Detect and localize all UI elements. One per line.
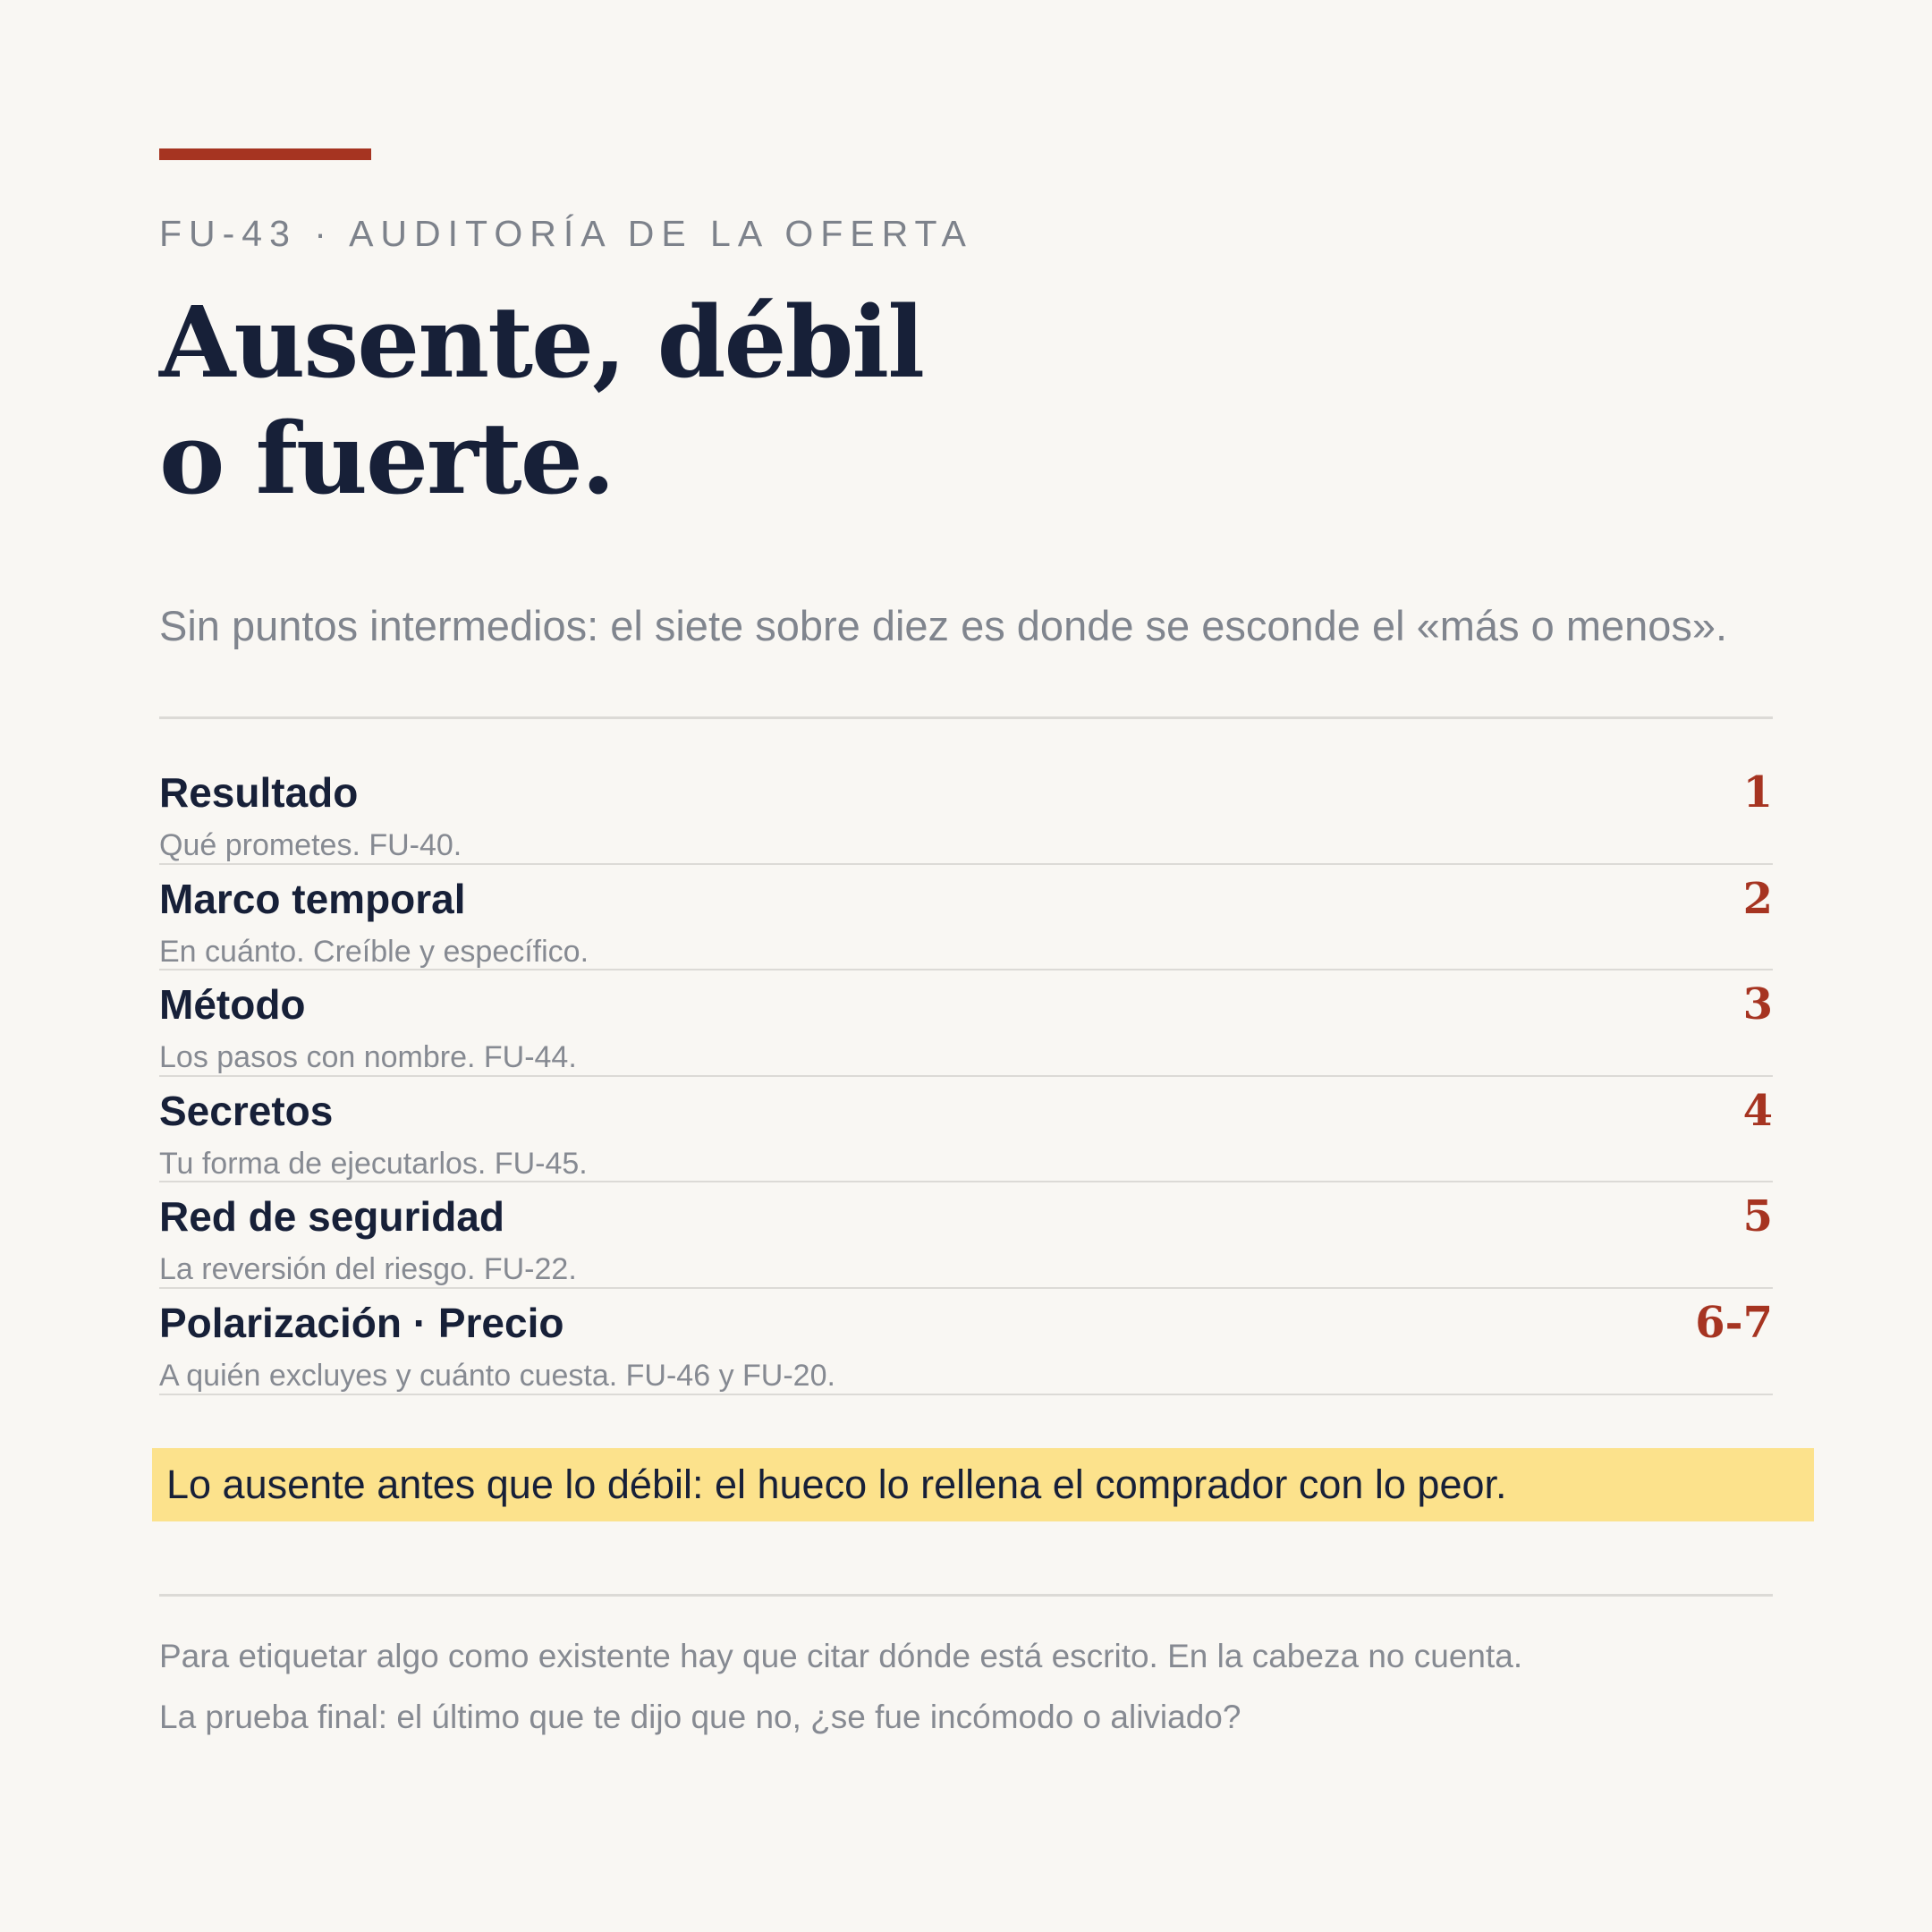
item-description: En cuánto. Creíble y específico. — [159, 934, 589, 969]
item-description: A quién excluyes y cuánto cuesta. FU-46 y FU-20. — [159, 1358, 835, 1393]
item-description: Qué prometes. FU-40. — [159, 828, 462, 862]
item-number: 4 — [1742, 1085, 1773, 1136]
footnote: La prueba final: el último que te dijo que no, ¿se fue incómodo o aliviado? — [159, 1699, 1241, 1735]
item-number: 5 — [1742, 1191, 1773, 1242]
subtitle: Sin puntos intermedios: el siete sobre diez es donde se esconde el «más o menos». — [159, 602, 1728, 649]
criteria-list — [159, 758, 1773, 1395]
list-item — [159, 758, 1773, 865]
divider-bottom — [159, 1594, 1773, 1597]
list-item — [159, 1182, 1773, 1289]
item-number: 2 — [1742, 873, 1773, 924]
item-title: Marco temporal — [159, 875, 466, 922]
list-item — [159, 865, 1773, 971]
item-number: 1 — [1742, 767, 1773, 818]
item-description: Tu forma de ejecutarlos. FU-45. — [159, 1146, 588, 1181]
item-description: Los pasos con nombre. FU-44. — [159, 1040, 577, 1075]
item-description: La reversión del riesgo. FU-22. — [159, 1252, 577, 1287]
item-title: Secretos — [159, 1087, 334, 1134]
page-title-line-2: o fuerte. — [159, 401, 614, 516]
accent-bar — [159, 148, 371, 160]
item-title: Red de seguridad — [159, 1193, 504, 1241]
footnote: Para etiquetar algo como existente hay que citar dónde está escrito. En la cabeza no cuenta. — [159, 1638, 1523, 1674]
item-title: Resultado — [159, 769, 359, 816]
item-number: 3 — [1742, 979, 1773, 1030]
page-title — [159, 284, 923, 517]
page-title-line-1: Ausente, débil — [159, 284, 923, 400]
list-item — [159, 1077, 1773, 1183]
item-number: 6-7 — [1695, 1297, 1773, 1348]
eyebrow-label: FU-43 · AUDITORÍA DE LA OFERTA — [159, 213, 973, 254]
footnotes — [159, 1626, 1522, 1748]
item-title: Polarización · Precio — [159, 1299, 564, 1346]
highlight-callout: Lo ausente antes que lo débil: el hueco lo rellena el comprador con lo peor. — [152, 1448, 1814, 1521]
item-title: Método — [159, 981, 306, 1029]
list-item — [159, 970, 1773, 1077]
divider-top — [159, 716, 1773, 719]
list-item — [159, 1289, 1773, 1395]
